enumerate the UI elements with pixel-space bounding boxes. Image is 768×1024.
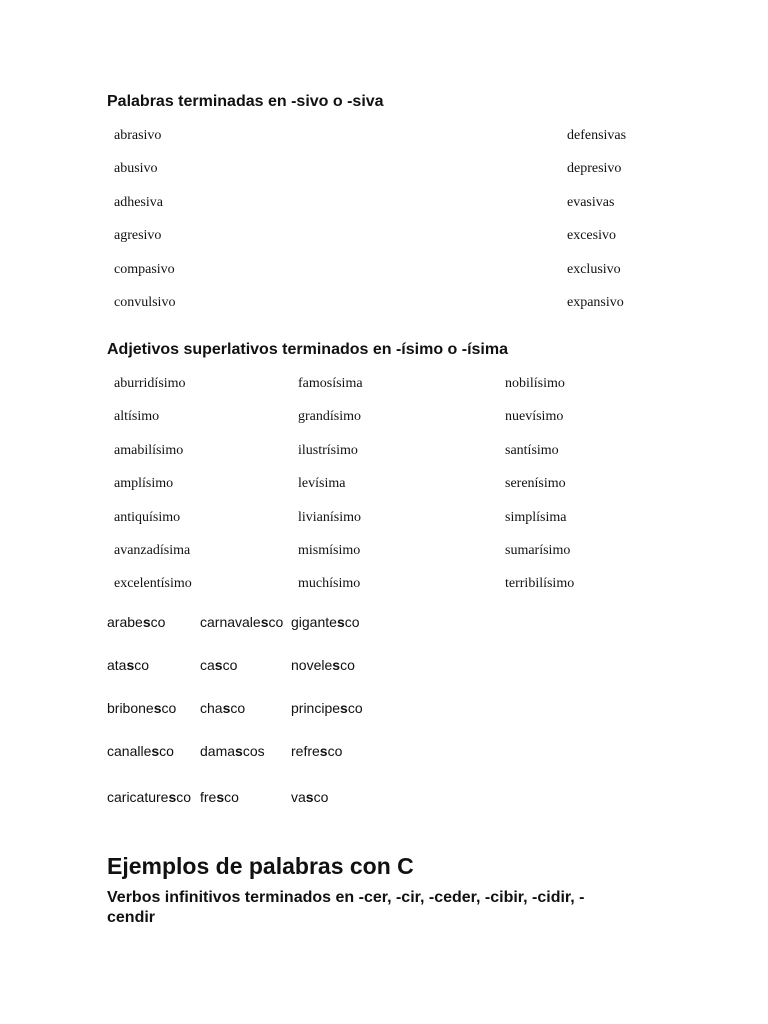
word-gigantesco: [291, 614, 360, 630]
word-item: avanzadísima: [114, 542, 191, 558]
word-item: depresivo: [567, 161, 622, 177]
heading-palabras-con-c: Ejemplos de palabras con C: [107, 853, 414, 879]
word-item: ilustrísimo: [298, 442, 358, 458]
word-part: cos: [242, 742, 265, 759]
highlight-letter: s: [214, 656, 223, 673]
word-item: exclusivo: [567, 261, 621, 277]
superlativos-column-2: [298, 376, 363, 610]
word-item: adhesiva: [114, 194, 163, 210]
heading-superlativos: Adjetivos superlativos terminados en -ísimo o -ísima: [107, 341, 508, 358]
table-cell: [291, 600, 391, 643]
word-part: principe: [291, 699, 341, 716]
sivo-left-column: [114, 128, 175, 328]
word-item: aburridísimo: [114, 376, 186, 391]
word-part: co: [313, 789, 329, 805]
superlativos-column-1: [114, 376, 192, 610]
word-bribonesco: [107, 700, 176, 716]
word-item: compasivo: [114, 261, 175, 277]
word-vasco: [291, 789, 328, 805]
sco-words-table: [107, 600, 391, 822]
word-novelesco: [291, 657, 355, 673]
table-cell: [107, 600, 200, 643]
word-item: grandísimo: [298, 409, 361, 425]
highlight-letter: s: [319, 742, 328, 759]
word-item: simplísima: [505, 509, 567, 525]
word-item: amabilísimo: [114, 442, 184, 458]
word-casco: [200, 657, 237, 673]
word-part: co: [159, 742, 174, 759]
highlight-letter: s: [336, 613, 345, 630]
word-item: convulsivo: [114, 294, 176, 310]
table-cell: [107, 772, 200, 822]
highlight-letter: s: [216, 789, 225, 805]
word-part: co: [134, 656, 150, 673]
word-item: livianísimo: [298, 509, 361, 525]
word-item: terribilísimo: [505, 576, 575, 592]
word-item: antiquísimo: [114, 509, 181, 525]
table-cell: [200, 772, 291, 822]
table-row: [107, 643, 391, 686]
table-row: [107, 686, 391, 729]
table-cell: [200, 686, 291, 729]
word-part: co: [344, 613, 360, 630]
word-part: canalle: [107, 742, 152, 759]
heading-sivo-siva: Palabras terminadas en -sivo o -siva: [107, 93, 384, 110]
table-cell: [107, 729, 200, 772]
word-item: defensivas: [567, 128, 627, 143]
word-item: abusivo: [114, 161, 158, 177]
word-arabesco: [107, 614, 165, 630]
table-cell: [291, 643, 391, 686]
word-item: nobilísimo: [505, 376, 565, 391]
word-chasco: [200, 700, 245, 716]
word-item: levísima: [298, 476, 346, 492]
word-item: altísimo: [114, 409, 160, 425]
highlight-letter: s: [168, 789, 177, 805]
highlight-letter: s: [305, 789, 314, 805]
word-carnavalesco: [200, 614, 283, 630]
table-cell: [291, 729, 391, 772]
table-cell: [107, 643, 200, 686]
highlight-letter: s: [260, 613, 269, 630]
word-part: bribone: [107, 699, 154, 716]
word-part: va: [291, 789, 306, 805]
word-part: co: [340, 656, 355, 673]
table-cell: [291, 772, 391, 822]
highlight-letter: s: [332, 656, 341, 673]
word-fresco: [200, 789, 239, 805]
highlight-letter: s: [126, 656, 135, 673]
word-part: fre: [200, 789, 217, 805]
word-principesco: [291, 700, 363, 716]
word-atasco: [107, 657, 149, 673]
highlight-letter: s: [151, 742, 160, 759]
word-canallesco: [107, 743, 174, 759]
word-part: co: [224, 789, 239, 805]
word-item: mismísimo: [298, 542, 361, 558]
highlight-letter: s: [235, 742, 243, 759]
word-part: co: [327, 742, 343, 759]
word-part: co: [161, 699, 177, 716]
word-part: carnavale: [200, 613, 261, 630]
highlight-letter: s: [142, 613, 151, 630]
table-row: [107, 729, 391, 772]
word-part: ata: [107, 656, 127, 673]
table-row: [107, 600, 391, 643]
highlight-letter: s: [340, 699, 348, 716]
word-part: co: [347, 699, 363, 716]
word-item: abrasivo: [114, 128, 162, 143]
word-part: co: [222, 656, 238, 673]
table-cell: [200, 643, 291, 686]
word-part: co: [176, 789, 192, 805]
word-refresco: [291, 743, 342, 759]
word-part: novele: [291, 656, 333, 673]
word-caricaturesco: [107, 789, 191, 805]
word-item: excelentísimo: [114, 576, 192, 592]
sivo-right-column: [567, 128, 626, 328]
word-item: expansivo: [567, 294, 624, 310]
table-row: [107, 772, 391, 822]
word-item: muchísimo: [298, 576, 361, 592]
superlativos-column-3: [505, 376, 574, 610]
highlight-letter: s: [222, 699, 231, 716]
word-item: evasivas: [567, 194, 615, 210]
word-item: amplísimo: [114, 476, 174, 492]
word-part: co: [150, 613, 166, 630]
word-item: excesivo: [567, 228, 616, 244]
word-item: famosísima: [298, 376, 363, 391]
word-part: arabe: [107, 613, 143, 630]
word-item: sumarísimo: [505, 542, 571, 558]
highlight-letter: s: [153, 699, 162, 716]
word-part: gigante: [291, 613, 337, 630]
word-part: co: [268, 613, 284, 630]
word-part: cha: [200, 699, 223, 716]
word-item: serenísimo: [505, 476, 566, 492]
table-cell: [107, 686, 200, 729]
word-part: ca: [200, 656, 215, 673]
word-item: agresivo: [114, 228, 162, 244]
word-item: santísimo: [505, 442, 559, 458]
word-item: nuevísimo: [505, 409, 564, 425]
table-cell: [200, 600, 291, 643]
word-part: caricature: [107, 789, 169, 805]
subheading-verbos-infinitivos: Verbos infinitivos terminados en -cer, -cir, -ceder, -cibir, -cidir, -cendir: [107, 889, 585, 926]
word-part: co: [230, 699, 246, 716]
table-cell: [200, 729, 291, 772]
word-damascos: [200, 743, 265, 759]
word-part: refre: [291, 742, 320, 759]
table-cell: [291, 686, 391, 729]
word-part: dama: [200, 742, 236, 759]
